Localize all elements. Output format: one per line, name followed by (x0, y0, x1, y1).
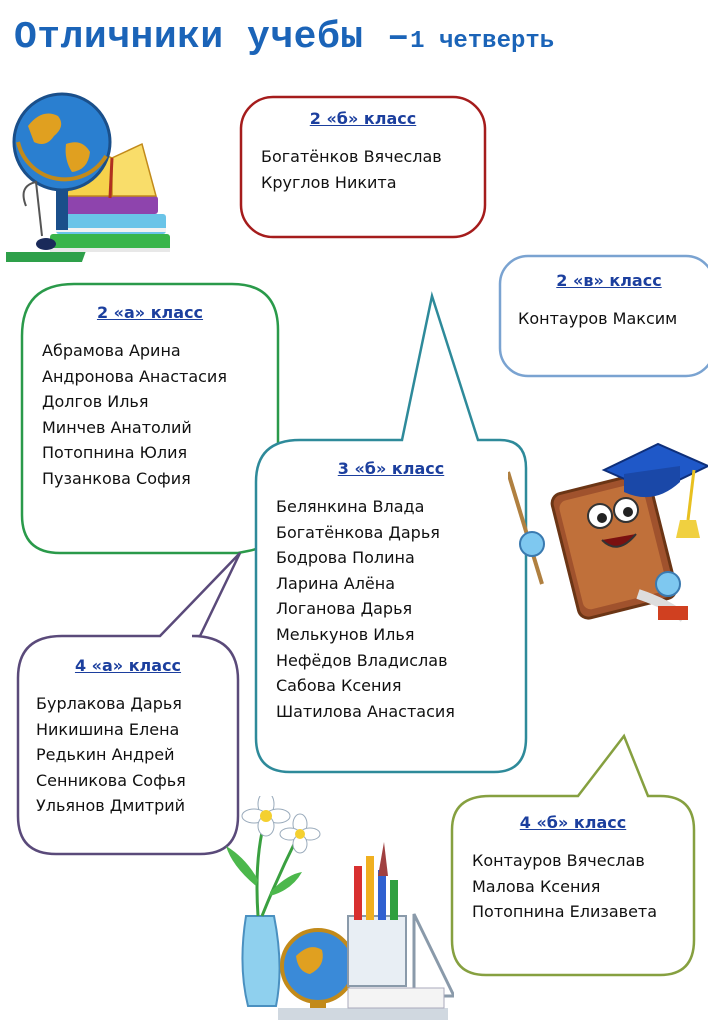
student-name: Бодрова Полина (276, 548, 415, 568)
student-name: Долгов Илья (42, 392, 149, 412)
student-name: Логанова Дарья (276, 599, 413, 619)
title-main: Отличники учебы – (14, 16, 411, 59)
student-name: Пузанкова София (42, 468, 191, 488)
globe-books-illustration (6, 86, 182, 272)
class-heading: 4 «б» класс (519, 813, 627, 832)
student-name: Никишина Елена (36, 719, 180, 739)
student-name: Потопнина Елизавета (472, 902, 658, 922)
student-name: Контауров Вячеслав (472, 851, 645, 870)
student-name: Андронова Анастасия (42, 366, 227, 386)
class-card-4a (18, 656, 238, 819)
student-name: Круглов Никита (261, 172, 397, 192)
class-card-2a (22, 303, 278, 492)
student-name: Редькин Андрей (36, 745, 175, 765)
class-heading: 2 «в» класс (556, 271, 662, 290)
class-heading: 2 «а» класс (96, 303, 204, 322)
student-name: Белянкина Влада (276, 497, 425, 516)
student-name: Богатёнков Вячеслав (261, 147, 442, 166)
student-list (18, 691, 238, 819)
student-name: Мелькунов Илья (276, 624, 415, 644)
student-name: Нефёдов Владислав (276, 650, 448, 670)
class-card-2v (500, 271, 708, 332)
student-list (500, 306, 708, 332)
student-name: Абрамова Арина (42, 341, 181, 360)
class-heading: 2 «б» класс (309, 109, 417, 128)
class-card-4b (452, 813, 694, 925)
student-name: Богатёнкова Дарья (276, 522, 440, 542)
class-heading: 3 «б» класс (337, 459, 445, 478)
class-card-2b (241, 109, 485, 195)
flowers-school-supplies-illustration (218, 796, 454, 1022)
student-list (452, 848, 694, 925)
student-list (22, 338, 278, 492)
student-name: Потопнина Юлия (42, 443, 188, 463)
student-name: Контауров Максим (518, 309, 678, 328)
student-name: Сабова Ксения (276, 676, 402, 696)
student-name: Ульянов Дмитрий (36, 796, 186, 816)
student-name: Минчев Анатолий (42, 417, 192, 437)
student-name: Шатилова Анастасия (276, 701, 455, 721)
student-name: Ларина Алёна (276, 573, 396, 593)
student-name: Бурлакова Дарья (36, 694, 182, 713)
student-name: Сенникова Софья (36, 770, 186, 790)
class-heading: 4 «а» класс (74, 656, 182, 675)
class-card-3b (256, 459, 526, 724)
student-list (241, 144, 485, 195)
student-name: Малова Ксения (472, 876, 601, 896)
book-character-illustration (508, 434, 708, 624)
student-list (256, 494, 526, 724)
title-sub: 1 четверть (410, 28, 555, 55)
